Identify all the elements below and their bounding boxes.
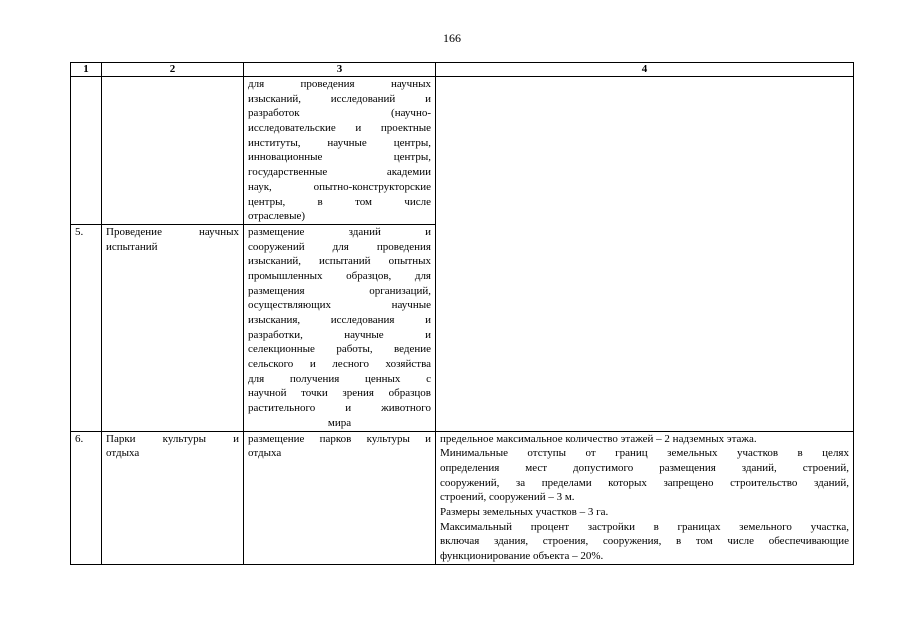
use-name-cell <box>102 77 244 225</box>
text-line: размещения организаций, <box>248 284 431 297</box>
text-line: изысканий, исследований и <box>248 92 431 105</box>
header-col-1: 1 <box>71 63 102 77</box>
text-line: предельное максимальное количество этажей – 2 надземных этажа. <box>440 432 757 445</box>
text-line: испытаний <box>106 240 158 253</box>
table-header-row <box>71 63 854 77</box>
text-line: осуществляющих научные <box>248 299 431 312</box>
parameters-cell <box>436 77 854 432</box>
text-line: сооружений для проведения <box>248 240 431 253</box>
header-col-2: 2 <box>102 63 244 77</box>
text-line: селекционные работы, ведение <box>248 343 431 356</box>
text-line: для проведения научных <box>248 78 431 90</box>
row-number-cell <box>71 77 102 225</box>
text-line: сельского и лесного хозяйства <box>248 358 431 371</box>
table-row <box>71 431 854 564</box>
text-line: Максимальный процент застройки в границах земельного участка, <box>440 520 849 533</box>
text-line: промышленных образцов, для <box>248 269 431 282</box>
text-line: для получения ценных с <box>248 372 431 385</box>
text-line: мира <box>327 416 352 429</box>
use-description-cell <box>244 224 436 431</box>
text-line: отдыха <box>248 447 282 460</box>
text-line: сооружений, за пределами которых запрещено строительство зданий, <box>440 476 849 489</box>
text-line: центры, в том числе <box>248 195 431 208</box>
text-line: размещение парков культуры и <box>248 432 431 445</box>
text-line: Размеры земельных участков – 3 га. <box>440 505 609 518</box>
text-line: определения мест допустимого размещения зданий, строений, <box>440 461 849 474</box>
text-line: инновационные центры, <box>248 151 431 164</box>
text-line: Проведение научных <box>106 225 239 238</box>
text-line: включая здания, строения, сооружения, в том числе обеспечивающие <box>440 535 849 548</box>
text-line: размещение зданий и <box>248 225 431 238</box>
text-line: разработок (научно- <box>248 107 431 120</box>
text-line: разработки, научные и <box>248 328 431 341</box>
text-line: изысканий, испытаний опытных <box>248 255 431 268</box>
text-line: растительного и животного <box>248 402 431 415</box>
text-line: функционирование объекта – 20%. <box>440 550 604 562</box>
text-line: изыскания, исследования и <box>248 314 431 326</box>
header-col-3: 3 <box>244 63 436 77</box>
row-number-cell: 6. <box>71 431 102 564</box>
text-line: научной точки зрения образцов <box>248 387 431 400</box>
header-col-4: 4 <box>436 63 854 77</box>
row-number-cell: 5. <box>71 224 102 431</box>
text-line: строений, сооружений – 3 м. <box>440 491 575 504</box>
text-line: государственные академии <box>248 166 431 179</box>
use-name-cell <box>102 431 244 564</box>
use-description-cell <box>244 431 436 564</box>
text-line: отдыха <box>106 447 140 460</box>
use-description-cell <box>244 77 436 225</box>
text-line: наук, опытно-конструкторские <box>248 180 431 193</box>
text-line: Минимальные отступы от границ земельных участков в целях <box>440 447 849 460</box>
use-name-cell <box>102 224 244 431</box>
regulations-table <box>70 62 854 565</box>
text-line: отраслевые) <box>248 210 306 223</box>
page-number: 166 <box>443 31 461 45</box>
text-line: Парки культуры и <box>106 432 239 445</box>
text-line: институты, научные центры, <box>248 136 431 149</box>
text-line: исследовательские и проектные <box>248 122 431 135</box>
table-row <box>71 77 854 225</box>
parameters-cell <box>436 431 854 564</box>
